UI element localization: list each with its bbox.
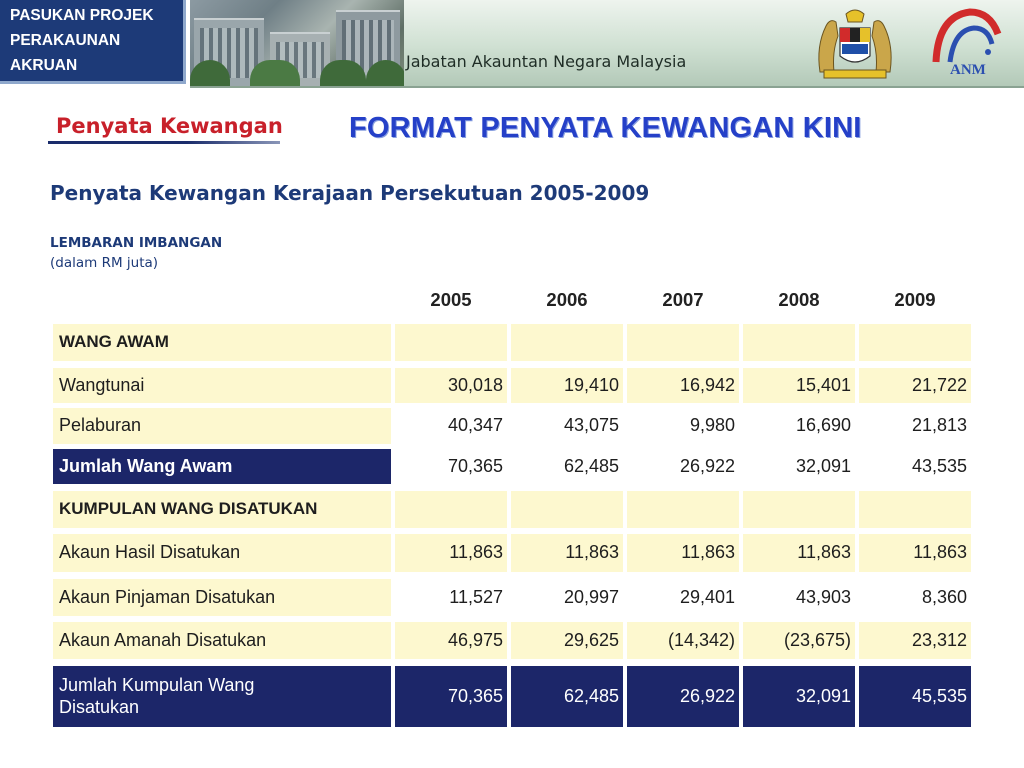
row-label: WANG AWAM: [53, 324, 391, 361]
anm-logo-text: ANM: [950, 62, 986, 78]
building-photo: [190, 0, 404, 86]
value-cell: 20,997: [511, 579, 623, 616]
value-cell: 11,863: [743, 534, 855, 572]
value-cell: 11,863: [511, 534, 623, 572]
row-label: Pelaburan: [53, 408, 391, 444]
tag-line-3: AKRUAN: [10, 57, 78, 74]
value-cell: [395, 324, 507, 361]
project-tag-box: [0, 0, 186, 84]
value-cell: 43,535: [859, 449, 971, 484]
value-cell: [395, 491, 507, 528]
row-label: Akaun Pinjaman Disatukan: [53, 579, 391, 616]
value-cell: 11,863: [395, 534, 507, 572]
value-cell: 19,410: [511, 368, 623, 403]
value-cell: 43,903: [743, 579, 855, 616]
row-label: Jumlah Wang Awam: [53, 449, 391, 484]
value-cell: 11,527: [395, 579, 507, 616]
value-cell: 21,722: [859, 368, 971, 403]
tag-line-2: PERAKAUNAN: [10, 32, 121, 49]
logo-underline: [48, 141, 280, 144]
row-label: KUMPULAN WANG DISATUKAN: [53, 491, 391, 528]
document-title: Penyata Kewangan Kerajaan Persekutuan 2005-2009: [50, 181, 650, 205]
row-label: Jumlah Kumpulan Wang Disatukan: [53, 666, 391, 727]
value-cell: 11,863: [859, 534, 971, 572]
banner-title: Jabatan Akauntan Negara Malaysia: [406, 52, 687, 71]
value-cell: 9,980: [627, 408, 739, 444]
value-cell: [627, 324, 739, 361]
value-cell: 40,347: [395, 408, 507, 444]
sheet-subtitle: (dalam RM juta): [50, 255, 159, 271]
sheet-title: LEMBARAN IMBANGAN: [50, 235, 223, 251]
value-cell: [743, 324, 855, 361]
value-cell: 23,312: [859, 622, 971, 659]
value-cell: 43,075: [511, 408, 623, 444]
coat-of-arms-icon: [812, 6, 898, 80]
value-cell: (23,675): [743, 622, 855, 659]
anm-logo-icon: [930, 4, 1002, 80]
header-banner: [0, 0, 1024, 88]
value-cell: 32,091: [743, 666, 855, 727]
value-cell: (14,342): [627, 622, 739, 659]
value-cell: 29,401: [627, 579, 739, 616]
value-cell: 26,922: [627, 449, 739, 484]
slide-title: FORMAT PENYATA KEWANGAN KINI: [349, 112, 862, 144]
value-cell: [511, 324, 623, 361]
value-cell: [627, 491, 739, 528]
value-cell: 30,018: [395, 368, 507, 403]
value-cell: [743, 491, 855, 528]
year-header: 2008: [778, 289, 820, 310]
year-header: 2007: [662, 289, 704, 310]
year-header: 2006: [546, 289, 588, 310]
year-header: 2009: [894, 289, 936, 310]
value-cell: 21,813: [859, 408, 971, 444]
value-cell: 70,365: [395, 449, 507, 484]
row-label: Akaun Amanah Disatukan: [53, 622, 391, 659]
value-cell: [859, 324, 971, 361]
value-cell: 8,360: [859, 579, 971, 616]
year-header: 2005: [430, 289, 472, 310]
row-label: Wangtunai: [53, 368, 391, 403]
value-cell: 70,365: [395, 666, 507, 727]
value-cell: 62,485: [511, 666, 623, 727]
value-cell: 29,625: [511, 622, 623, 659]
value-cell: 15,401: [743, 368, 855, 403]
value-cell: [511, 491, 623, 528]
tag-line-1: PASUKAN PROJEK: [10, 7, 154, 24]
penyata-logo-text: Penyata Kewangan: [56, 114, 283, 138]
value-cell: 16,690: [743, 408, 855, 444]
penyata-kewangan-logo: [48, 113, 283, 145]
row-label: Akaun Hasil Disatukan: [53, 534, 391, 572]
value-cell: 62,485: [511, 449, 623, 484]
value-cell: 32,091: [743, 449, 855, 484]
department-banner: [190, 0, 1024, 88]
value-cell: 16,942: [627, 368, 739, 403]
value-cell: [859, 491, 971, 528]
value-cell: 46,975: [395, 622, 507, 659]
value-cell: 11,863: [627, 534, 739, 572]
value-cell: 45,535: [859, 666, 971, 727]
value-cell: 26,922: [627, 666, 739, 727]
